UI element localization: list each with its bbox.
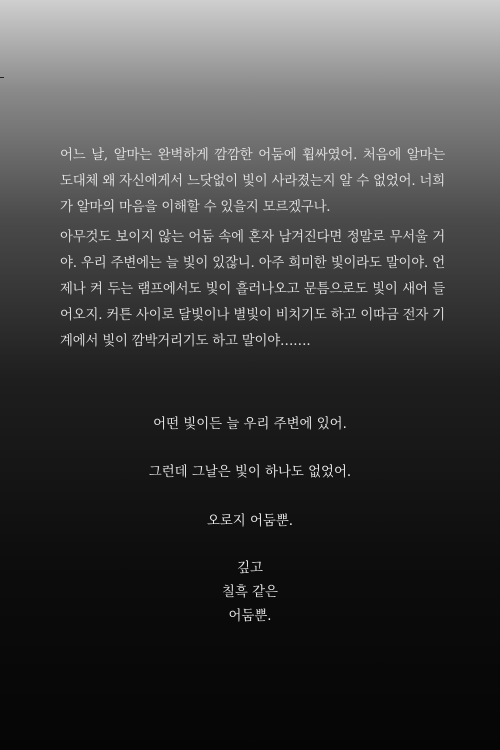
stanza-line-2: 칠흑 같은 [222,585,278,600]
stanza-line-1: 깊고 [237,561,263,576]
paragraph-2: 아무것도 보이지 않는 어둠 속에 혼자 남겨진다면 정말로 무서울 거야. 우리 주변에는 늘 빛이 있잖니. 아주 희미한 빛이라도 말이야. 언제나 켜 두는 램프에서도 빛이 흘러나오고 문틈으로도 빛이 새어 들어오지. 커튼 사이로 달빛이나 별빛이 비치기도 하고 이따금 전자 기계에서 빛이 깜박거리기도 하고 말이야……. [60,230,445,349]
story-text [60,143,445,359]
centered-line-3: 오로지 어둠뿐. [206,514,294,529]
centered-line-1: 어떤 빛이든 늘 우리 주변에 있어. [153,417,347,432]
corner-mark [0,77,4,78]
paragraph-1: 어느 날, 알마는 완벽하게 깜깜한 어둠에 휩싸였어. 처음에 알마는 도대체 왜 자신에게서 느닷없이 빛이 사라졌는지 알 수 없었어. 너희가 알마의 마음을 이해할 수 있을지 모르겠구나. [60,148,445,215]
closing-stanza [0,557,500,629]
stanza-line-3: 어둠뿐. [228,609,272,624]
centered-line-2: 그런데 그날은 빛이 하나도 없었어. [148,465,352,480]
